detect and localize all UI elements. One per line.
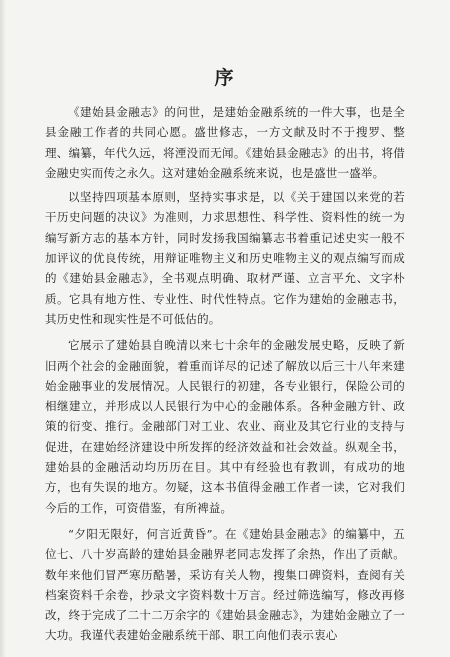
paragraph-4: “夕阳无限好，何言近黄昏”。在《建始县金融志》的编纂中，五位七、八十岁高龄的建始县金融界老同志发挥了余热，作出了贡献。数年来他们冒严寒历酷暑，采访有关人物，搜集口碑资料，查阅有关档案资料千余卷，抄录文字资料数十万言。经过筛选编写，修改再修改，终于完成了二十二万余字的《建始县金融志》，为建始金融立了一大功。我谨代表建始金融系统干部、职工向他们表示衷心: [45, 526, 405, 643]
paragraph-2: 以坚持四项基本原则，坚持实事求是，以《关于建国以来党的若干历史问题的决议》为准则，力求思想性、科学性、资料性的统一为编写新方志的基本方针，同时发扬我国编纂志书着重记述史实一般不加评议的优良传统，用辩证唯物主义和历史唯物主义的观点编写而成的《建始县金融志》，全书观点明确、取材严谨、立言平允、文字朴质。它具有地方性、专业性、时代性特点。它作为建始的金融志书，其历史性和现实性是不可低估的。: [45, 190, 405, 326]
scan-edge-shadow: [0, 0, 6, 657]
page-title: 序: [214, 67, 236, 89]
paragraph-1: 《建始县金融志》的问世，是建始金融系统的一件大事，也是全县金融工作者的共同心愿。盛世修志，一方文献及时不于搜罗、整理、编纂，年代久远，将湮没而无闻。《建始县金融志》的出书，将借金融史实而传之永久。这对建始金融系统来说，也是盛世一盛举。: [45, 105, 405, 180]
paragraph-3: 它展示了建始县自晚清以来七十余年的金融发展史略，反映了新旧两个社会的金融面貌，着重而详尽的记述了解放以后三十八年来建始金融事业的发展情况。人民银行的初建，各专业银行，保险公司的相继建立，并形成以人民银行为中心的金融体系。各种金融方针、政策的衍变、推行。金融部门对工业、农业、商业及其它行业的支持与促进，在建始经济建设中所发挥的经济效益和社会效益。纵观全书，建始县的金融活动均历历在目。其中有经验也有教训，有成功的地方，也有失误的地方。勿疑，这本书值得金融工作者一读，它对我们今后的工作，可资借鉴，有所裨益。: [45, 338, 405, 515]
